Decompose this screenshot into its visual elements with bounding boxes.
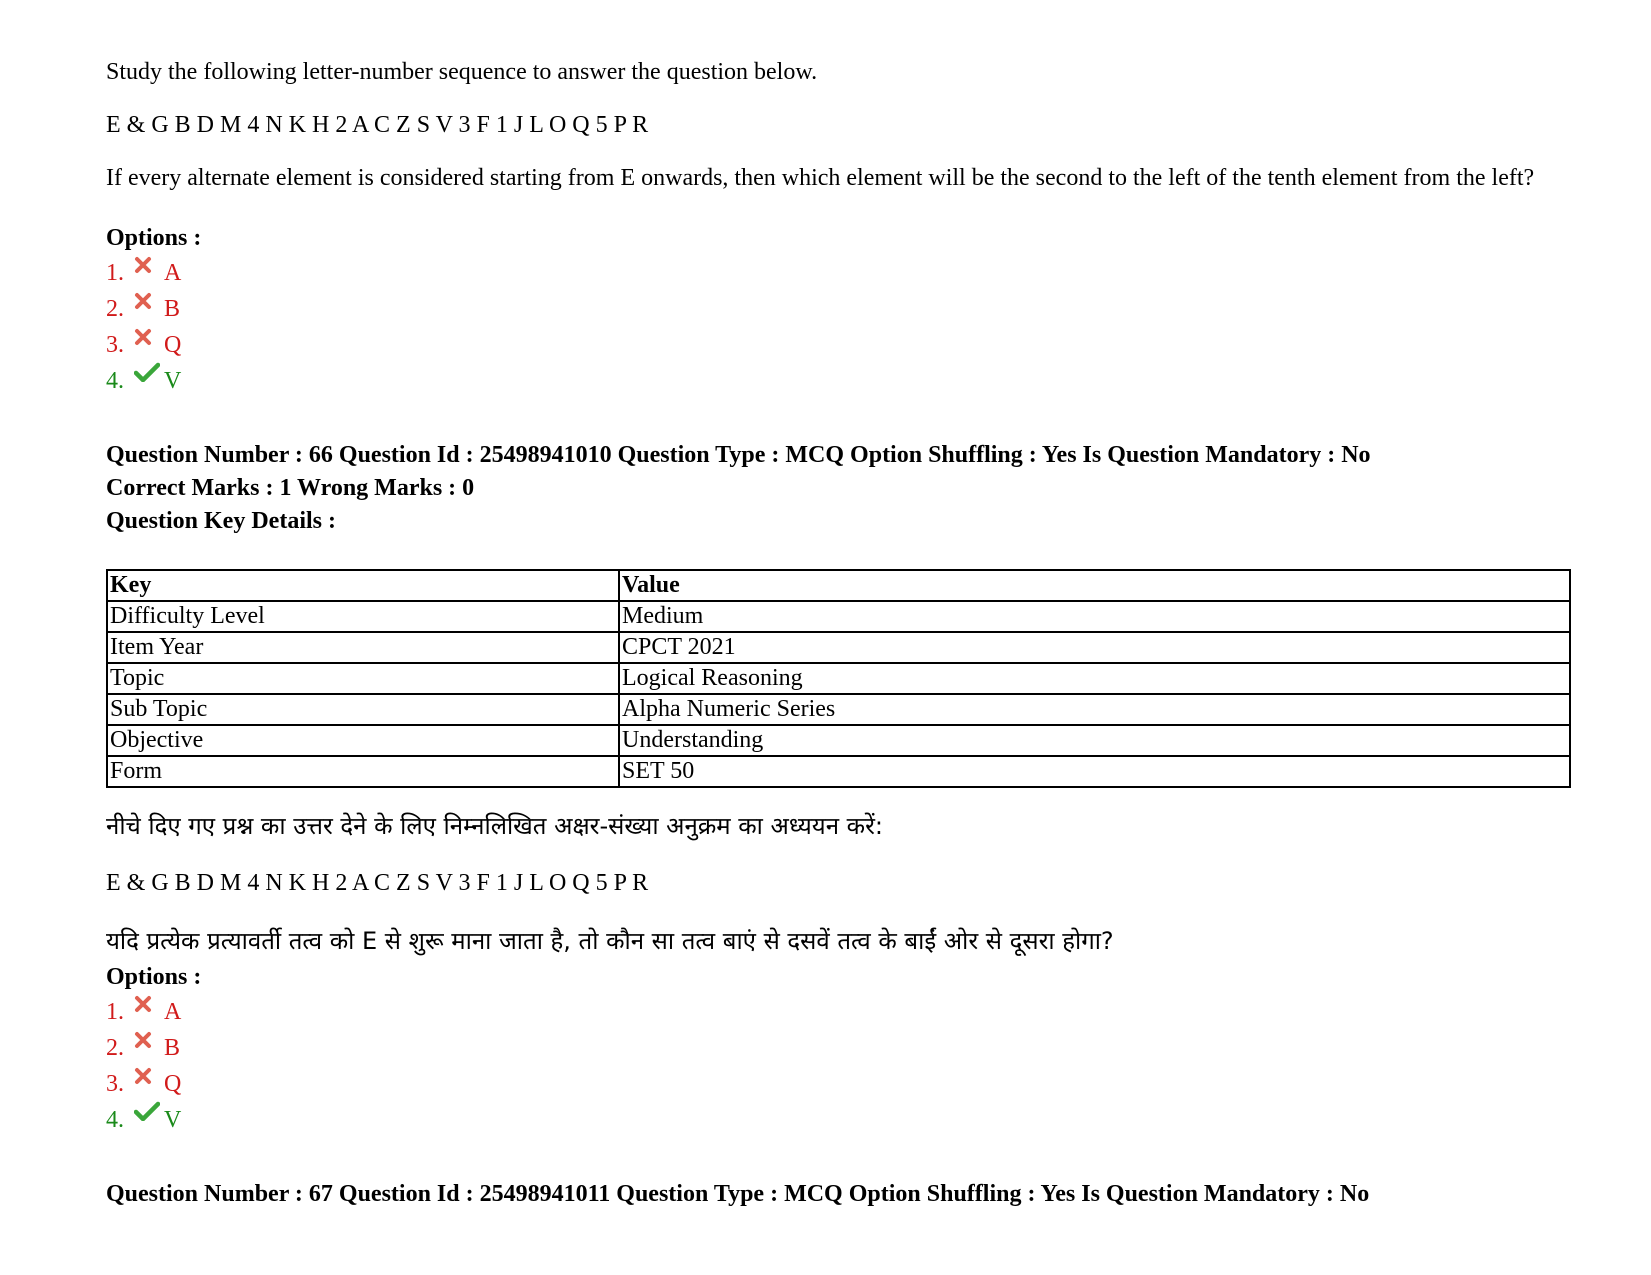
table-cell: Logical Reasoning xyxy=(619,663,1570,694)
table-cell: Item Year xyxy=(107,632,619,663)
table-row xyxy=(107,756,1570,787)
table-cell: Medium xyxy=(619,601,1570,632)
table-header-cell: Key xyxy=(107,570,619,601)
table-cell: Form xyxy=(107,756,619,787)
option-number: 4. xyxy=(106,368,124,394)
key-details-table xyxy=(106,569,1571,788)
option-text: V xyxy=(164,368,182,394)
table-row xyxy=(107,725,1570,756)
option-number: 4. xyxy=(106,1107,124,1133)
option-text: Q xyxy=(164,1071,182,1097)
option-item xyxy=(106,1070,181,1098)
option-item xyxy=(106,998,181,1026)
option-item xyxy=(106,1106,181,1134)
option-text: Q xyxy=(164,332,182,358)
table-cell: SET 50 xyxy=(619,756,1570,787)
option-item xyxy=(106,295,180,323)
table-cell: Difficulty Level xyxy=(107,601,619,632)
option-text: B xyxy=(164,1035,181,1061)
option-number: 2. xyxy=(106,296,124,322)
cross-icon xyxy=(134,292,164,310)
question-header: Question Number : 66 Question Id : 25498941010 Question Type : MCQ Option Shuffling : Yes Is Question Mandatory : No xyxy=(106,442,1371,468)
cross-icon xyxy=(134,328,164,346)
table-cell: CPCT 2021 xyxy=(619,632,1570,663)
question-text: If every alternate element is considered starting from E onwards, then which element will be the second to the left of the tenth element from the left? xyxy=(106,165,1535,191)
table-row xyxy=(107,663,1570,694)
table-cell: Sub Topic xyxy=(107,694,619,725)
intro-text: Study the following letter-number sequence to answer the question below. xyxy=(106,59,818,85)
check-icon xyxy=(134,362,164,382)
option-item xyxy=(106,331,181,359)
option-item xyxy=(106,259,181,287)
question-header: Question Number : 67 Question Id : 25498941011 Question Type : MCQ Option Shuffling : Yes Is Question Mandatory : No xyxy=(106,1181,1370,1207)
table-cell: Alpha Numeric Series xyxy=(619,694,1570,725)
option-number: 3. xyxy=(106,1071,124,1097)
option-text: B xyxy=(164,296,181,322)
hindi-intro-text: नीचे दिए गए प्रश्न का उत्तर देने के लिए निम्नलिखित अक्षर-संख्या अनुक्रम का अध्ययन करें: xyxy=(106,812,883,840)
check-icon xyxy=(134,1101,164,1121)
table-cell: Objective xyxy=(107,725,619,756)
cross-icon xyxy=(134,995,164,1013)
table-row xyxy=(107,694,1570,725)
option-text: A xyxy=(164,260,182,286)
options-label: Options : xyxy=(106,225,202,251)
option-number: 1. xyxy=(106,999,124,1025)
option-number: 2. xyxy=(106,1035,124,1061)
sequence-text: E & G B D M 4 N K H 2 A C Z S V 3 F 1 J L O Q 5 P R xyxy=(106,870,649,896)
table-row xyxy=(107,601,1570,632)
option-item xyxy=(106,1034,180,1062)
table-row xyxy=(107,632,1570,663)
marks-line: Correct Marks : 1 Wrong Marks : 0 xyxy=(106,475,475,501)
option-item xyxy=(106,367,181,395)
options-label: Options : xyxy=(106,964,202,990)
cross-icon xyxy=(134,256,164,274)
table-cell: Understanding xyxy=(619,725,1570,756)
sequence-text: E & G B D M 4 N K H 2 A C Z S V 3 F 1 J L O Q 5 P R xyxy=(106,112,649,138)
option-number: 3. xyxy=(106,332,124,358)
cross-icon xyxy=(134,1067,164,1085)
option-text: A xyxy=(164,999,182,1025)
table-header-cell: Value xyxy=(619,570,1570,601)
option-text: V xyxy=(164,1107,182,1133)
table-cell: Topic xyxy=(107,663,619,694)
table-header-row xyxy=(107,570,1570,601)
key-details-label: Question Key Details : xyxy=(106,508,336,534)
option-number: 1. xyxy=(106,260,124,286)
cross-icon xyxy=(134,1031,164,1049)
hindi-question-text: यदि प्रत्येक प्रत्यावर्ती तत्व को E से शुरू माना जाता है, तो कौन सा तत्व बाएं से दसवें तत्व के बाईं ओर से दूसरा होगा? xyxy=(106,927,1114,955)
